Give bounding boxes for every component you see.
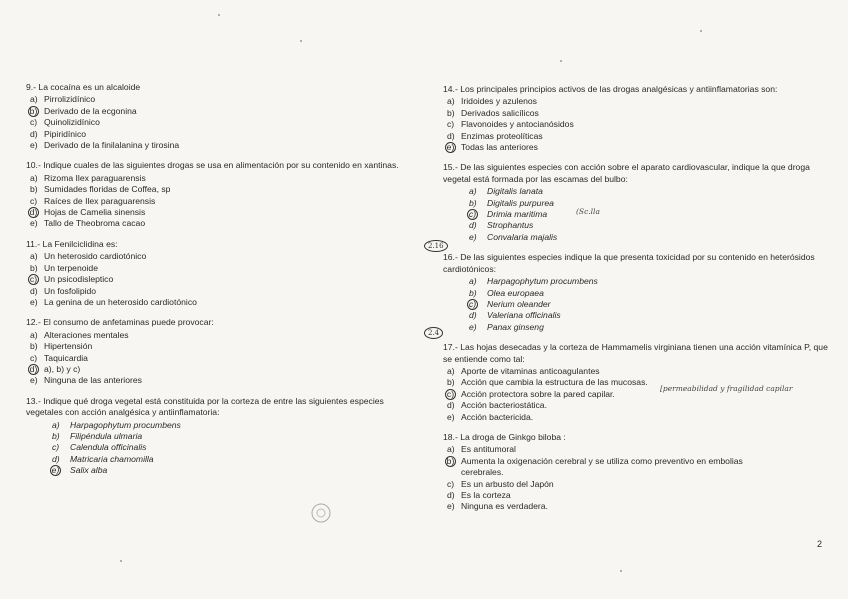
letter: e)	[30, 296, 38, 307]
option-letter	[30, 274, 42, 285]
answer-option	[443, 220, 828, 231]
circled-letter: c)	[446, 388, 455, 399]
answer-option	[443, 456, 828, 467]
question-block	[26, 160, 411, 229]
option-letter	[30, 140, 42, 151]
question-stem: 13.- Indique qué droga vegetal está constituida por la corteza de entre las siguientes especies vegetales con acción analgésica y antiinflamatoria:	[26, 395, 384, 418]
letter: d)	[447, 490, 455, 500]
answer-option	[26, 341, 411, 352]
handwritten-mark-216: 2.16	[424, 240, 448, 252]
answer-option	[26, 129, 411, 140]
option-text: Aumenta la oxigenación cerebral y se utiliza como preventivo en embolias	[461, 455, 743, 466]
option-text: Digitalis purpurea	[487, 197, 554, 208]
question-stem: 11.- La Fenilciclidina es:	[26, 238, 118, 249]
page-number: 2	[816, 539, 822, 549]
option-text: a), b) y c)	[44, 363, 81, 374]
option-text: Es un arbusto del Japón	[461, 478, 554, 489]
question-stem: 10.- Indique cuales de las siguientes drogas se usa en alimentación por su contenido en xantinas.	[26, 160, 399, 171]
letter: a)	[447, 365, 455, 376]
answer-option	[443, 490, 828, 501]
answer-option	[26, 140, 411, 151]
scan-speck	[300, 40, 302, 42]
circled-letter: c)	[468, 298, 477, 309]
answer-option	[443, 108, 828, 119]
option-text: La genina de un heterosido cardiotónico	[44, 296, 197, 307]
letter: b)	[447, 107, 455, 118]
option-letter	[469, 276, 481, 287]
answer-option	[26, 364, 411, 375]
option-text: Olea europaea	[487, 287, 544, 298]
right-column	[443, 84, 828, 522]
letter: a)	[52, 419, 60, 430]
option-letter	[447, 490, 459, 501]
question-stem: 18.- La droga de Ginkgo biloba :	[443, 431, 566, 442]
option-text: Hojas de Camelia sinensis	[44, 207, 146, 218]
answer-option	[443, 142, 828, 153]
letter: a)	[30, 329, 38, 340]
letter: c)	[30, 117, 38, 128]
question-block	[26, 82, 411, 151]
option-letter	[30, 117, 42, 128]
letter: b)	[469, 197, 477, 208]
answer-option	[26, 375, 411, 386]
letter: a)	[469, 276, 477, 287]
option-text: Raíces de Ilex paraguarensis	[44, 195, 156, 206]
answer-option	[26, 274, 411, 285]
answer-option	[26, 454, 411, 465]
option-letter	[447, 501, 459, 512]
answer-option	[26, 330, 411, 341]
option-letter	[447, 456, 459, 467]
answer-option	[443, 209, 828, 220]
letter: b)	[30, 262, 38, 273]
option-text: Sumidades floridas de Coffea, sp	[44, 184, 171, 195]
option-letter	[30, 353, 42, 364]
option-letter	[30, 218, 42, 229]
option-text: Harpagophytum procumbens	[70, 419, 181, 430]
letter: c)	[30, 195, 38, 206]
answer-option	[443, 412, 828, 423]
option-letter	[30, 207, 42, 218]
option-text: Un fosfolipido	[44, 285, 97, 296]
option-text: Un psicodisleptico	[44, 274, 114, 285]
option-letter	[52, 420, 64, 431]
letter: d)	[30, 285, 38, 296]
scan-speck	[620, 570, 622, 572]
letter: c)	[447, 478, 455, 489]
letter: e)	[469, 231, 477, 242]
option-letter	[469, 220, 481, 231]
option-letter	[30, 106, 42, 117]
option-text: Acción bacteriostática.	[461, 400, 547, 411]
option-letter	[30, 297, 42, 308]
circled-letter: e)	[446, 142, 455, 153]
letter: a)	[30, 94, 38, 105]
option-letter	[52, 465, 64, 476]
option-text: Tallo de Theobroma cacao	[44, 218, 146, 229]
answer-option	[26, 251, 411, 262]
circled-letter: b)	[446, 455, 455, 466]
option-text: Acción protectora sobre la pared capilar.	[461, 388, 615, 399]
option-letter	[469, 322, 481, 333]
option-text: Acción bactericida.	[461, 411, 534, 422]
letter: e)	[447, 411, 455, 422]
letter: e)	[30, 140, 38, 151]
option-letter	[447, 400, 459, 411]
letter: d)	[447, 400, 455, 411]
option-letter	[447, 479, 459, 490]
answer-option	[26, 263, 411, 274]
answer-option	[443, 119, 828, 130]
option-letter	[447, 366, 459, 377]
option-letter	[469, 186, 481, 197]
letter: c)	[30, 352, 38, 363]
option-text: Derivados salicílicos	[461, 107, 539, 118]
option-letter	[52, 431, 64, 442]
letter: b)	[30, 341, 38, 352]
answer-option	[443, 299, 828, 310]
option-letter	[30, 263, 42, 274]
left-column	[26, 82, 411, 486]
option-text: Pirrolizidínico	[44, 94, 96, 105]
answer-option	[26, 442, 411, 453]
option-text: Strophantus	[487, 220, 534, 231]
circled-letter: c)	[29, 274, 38, 285]
answer-option	[26, 173, 411, 184]
option-text: Aporte de vitaminas anticoagulantes	[461, 365, 600, 376]
question-stem: 14.- Los principales principios activos de las drogas analgésicas y antiinflamatorias son:	[443, 84, 778, 94]
answer-option	[26, 420, 411, 431]
scan-speck	[560, 60, 562, 62]
option-letter	[469, 198, 481, 209]
letter: c)	[447, 119, 455, 130]
option-text: Matricaria chamomilla	[70, 453, 154, 464]
option-text: Ninguna es verdadera.	[461, 501, 548, 512]
option-text: Es antitumoral	[461, 444, 516, 455]
answer-option	[26, 218, 411, 229]
option-text: Drimia maritima	[487, 209, 548, 220]
option-text: Convalaria majalis	[487, 231, 558, 242]
answer-option	[443, 322, 828, 333]
option-text: Iridoides y azulenos	[461, 96, 537, 107]
letter: b)	[52, 430, 60, 441]
question-stem: 9.- La cocaína es un alcaloide	[26, 82, 141, 92]
option-text: Alteraciones mentales	[44, 329, 129, 340]
option-letter	[469, 299, 481, 310]
answer-option	[26, 117, 411, 128]
circled-letter: e)	[51, 465, 60, 476]
option-letter	[447, 377, 459, 388]
option-letter	[469, 232, 481, 243]
letter: a)	[469, 186, 477, 197]
option-letter	[30, 330, 42, 341]
option-text: Derivado de la finilalanina y tirosina	[44, 140, 180, 151]
answer-option	[443, 131, 828, 142]
circled-letter: d)	[29, 207, 38, 218]
option-letter	[469, 288, 481, 299]
option-letter	[52, 454, 64, 465]
option-text: Enzimas proteolíticas	[461, 130, 543, 141]
option-text: Un terpenoide	[44, 262, 98, 273]
option-letter	[30, 375, 42, 386]
option-text: Acción que cambia la estructura de las mucosas.	[461, 377, 648, 388]
option-text: Salix alba	[70, 465, 108, 476]
answer-option	[443, 186, 828, 197]
option-letter	[447, 142, 459, 153]
letter: c)	[52, 442, 60, 453]
scan-smudge	[306, 498, 336, 528]
letter: d)	[52, 453, 60, 464]
letter: e)	[30, 375, 38, 386]
circled-letter: b)	[29, 105, 38, 116]
answer-option	[443, 444, 828, 455]
answer-option	[443, 366, 828, 377]
question-stem: 12.- El consumo de anfetaminas puede provocar:	[26, 317, 214, 328]
option-text: Derivado de la ecgonina	[44, 105, 137, 116]
option-text: Flavonoides y antocianósidos	[461, 119, 574, 130]
option-letter	[30, 364, 42, 375]
answer-option	[443, 400, 828, 411]
question-stem: 15.- De las siguientes especies con acción sobre el aparato cardiovascular, indique la que droga vegetal está formada por las escamas del bulbo:	[443, 162, 810, 184]
option-letter	[469, 310, 481, 321]
question-block	[26, 317, 411, 386]
option-letter	[447, 96, 459, 107]
answer-option	[443, 467, 828, 478]
letter: a)	[30, 172, 38, 183]
letter: e)	[469, 321, 477, 332]
answer-option	[26, 184, 411, 195]
option-text: Harpagophytum procumbens	[487, 276, 598, 287]
answer-option	[26, 207, 411, 218]
answer-option	[26, 196, 411, 207]
option-text: Taquicardia	[44, 352, 88, 363]
circled-letter: d)	[29, 363, 38, 374]
answer-option	[443, 198, 828, 209]
option-text: Ninguna de las anteriores	[44, 375, 142, 386]
option-text: Hipertensión	[44, 341, 93, 352]
question-block	[443, 252, 828, 333]
answer-option	[443, 232, 828, 243]
option-text: Es la corteza	[461, 490, 511, 500]
option-letter	[30, 129, 42, 140]
letter: d)	[447, 130, 455, 141]
option-letter	[30, 184, 42, 195]
letter: d)	[30, 128, 38, 139]
option-letter	[447, 444, 459, 455]
answer-option	[443, 96, 828, 107]
letter: a)	[30, 251, 38, 262]
handwritten-mark-24: 2.4	[424, 327, 443, 339]
option-letter	[30, 173, 42, 184]
scan-speck	[700, 30, 702, 32]
letter: e)	[447, 501, 455, 512]
letter: d)	[469, 310, 477, 321]
answer-option	[26, 465, 411, 476]
answer-option	[26, 286, 411, 297]
option-letter	[30, 341, 42, 352]
question-block	[26, 396, 411, 477]
option-text: Valeriana officinalis	[487, 310, 561, 321]
letter: a)	[447, 444, 455, 455]
question-block	[443, 432, 828, 513]
letter: e)	[30, 218, 38, 229]
question-stem: 16.- De las siguientes especies indique la que presenta toxicidad por su contenido en heterósidos cardiotónicos:	[443, 252, 815, 274]
option-letter	[30, 196, 42, 207]
scan-speck	[218, 14, 220, 16]
answer-option	[443, 501, 828, 512]
option-letter	[30, 286, 42, 297]
option-text: Filipéndula ulmaria	[70, 430, 143, 441]
letter: b)	[447, 377, 455, 388]
option-text: Todas las anteriores	[461, 142, 538, 153]
option-text: Calendula officinalis	[70, 442, 147, 453]
option-letter	[52, 442, 64, 453]
option-letter	[447, 108, 459, 119]
answer-option	[443, 276, 828, 287]
option-letter	[447, 412, 459, 423]
question-block	[443, 84, 828, 153]
option-letter	[30, 94, 42, 105]
option-text: Pipiridínico	[44, 128, 87, 139]
answer-option	[26, 431, 411, 442]
letter: b)	[30, 184, 38, 195]
question-block	[26, 239, 411, 308]
question-stem: 17.- Las hojas desecadas y la corteza de Hammamelis virginiana tienen una acción vitamínica P, que se entiende como tal:	[443, 342, 828, 364]
option-text: Rizoma Ilex paraguarensis	[44, 172, 146, 183]
option-text: Nerium oleander	[487, 298, 551, 309]
answer-option	[443, 479, 828, 490]
option-letter	[447, 119, 459, 130]
option-text: Un heterosido cardiotónico	[44, 251, 147, 262]
answer-option	[26, 297, 411, 308]
option-text: cerebrales.	[461, 467, 504, 478]
option-text: Panax ginseng	[487, 321, 544, 332]
answer-option	[26, 94, 411, 105]
answer-option	[443, 288, 828, 299]
option-letter	[447, 131, 459, 142]
option-letter	[30, 251, 42, 262]
letter: a)	[447, 96, 455, 107]
option-letter	[469, 209, 481, 220]
option-text: Quinolizidínico	[44, 117, 100, 128]
answer-option	[443, 310, 828, 321]
answer-option	[26, 353, 411, 364]
handwritten-note-15c: (Sc.lla	[576, 207, 600, 216]
letter: d)	[469, 220, 477, 231]
scan-speck	[120, 560, 122, 562]
letter: b)	[469, 287, 477, 298]
question-block	[443, 342, 828, 423]
question-block	[443, 162, 828, 243]
answer-option	[26, 106, 411, 117]
option-letter	[447, 389, 459, 400]
circled-letter: c)	[468, 209, 477, 220]
option-text: Digitalis lanata	[487, 186, 543, 197]
handwritten-note-17c: [permeabilidad y fragilidad capilar	[660, 384, 793, 393]
